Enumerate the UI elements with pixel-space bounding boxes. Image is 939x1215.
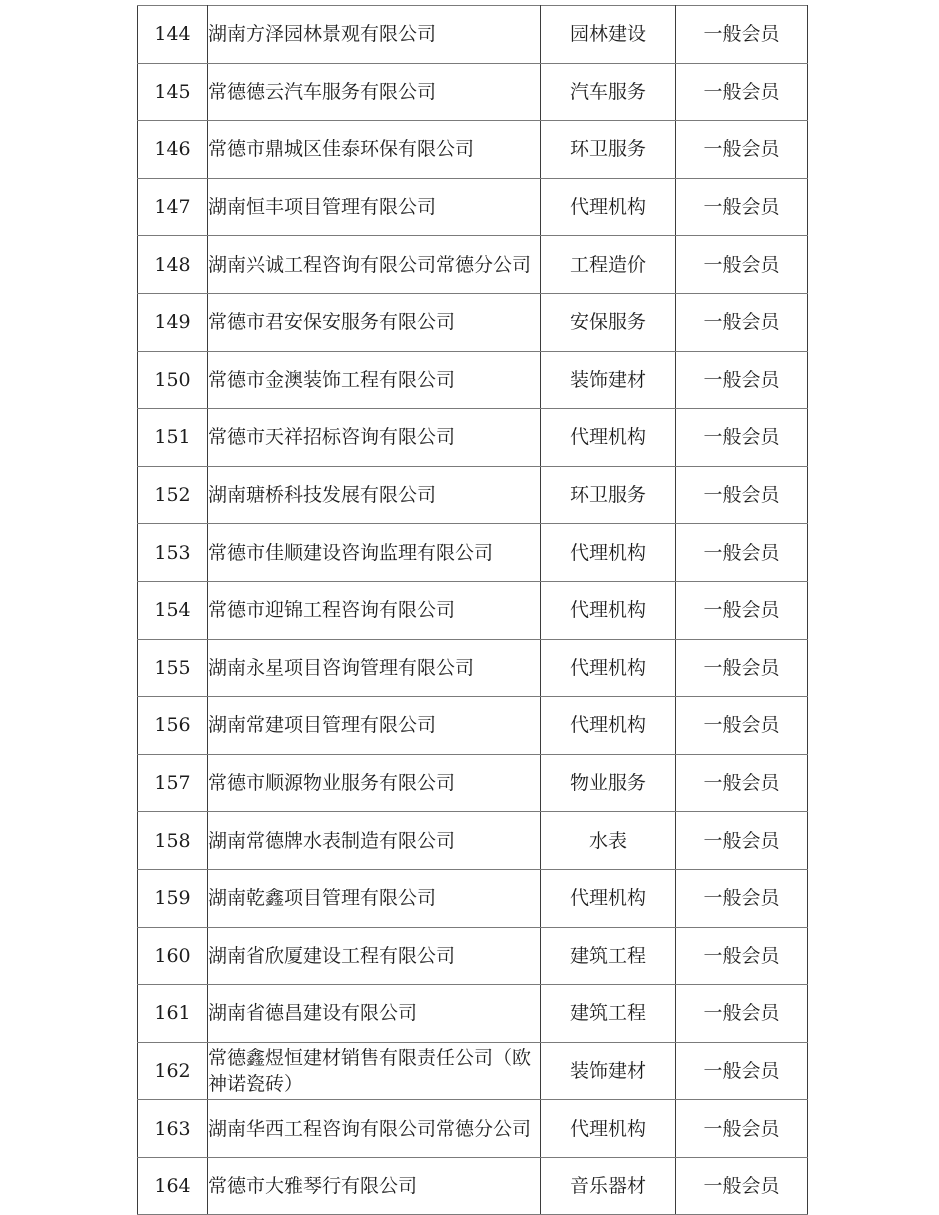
- category-label: 装饰建材: [569, 368, 646, 391]
- member-type-cell: [676, 1100, 808, 1158]
- company-name-cell: [208, 293, 541, 351]
- category-cell: [541, 178, 676, 236]
- row-number: 152: [154, 484, 191, 507]
- member-type-cell: [676, 754, 808, 812]
- row-number: 163: [154, 1117, 191, 1140]
- member-type-cell: [676, 1042, 808, 1100]
- company-name: 湖南常建项目管理有限公司: [208, 714, 437, 737]
- member-type-label: 一般会员: [703, 1175, 780, 1198]
- company-name: 湖南瑭桥科技发展有限公司: [208, 484, 437, 507]
- company-name: 常德德云汽车服务有限公司: [208, 80, 437, 103]
- company-name: 常德市君安保安服务有限公司: [208, 311, 456, 334]
- member-type-label: 一般会员: [703, 484, 780, 507]
- category-label: 安保服务: [569, 311, 646, 334]
- category-cell: [541, 697, 676, 755]
- row-number-cell: [138, 236, 208, 294]
- company-name: 湖南乾鑫项目管理有限公司: [208, 887, 437, 910]
- company-name-cell: [208, 985, 541, 1043]
- row-number: 146: [154, 138, 191, 161]
- category-label: 汽车服务: [569, 80, 646, 103]
- member-type-cell: [676, 351, 808, 409]
- row-number-cell: [138, 524, 208, 582]
- member-type-cell: [676, 6, 808, 64]
- member-type-label: 一般会员: [703, 311, 780, 334]
- category-cell: [541, 6, 676, 64]
- member-type-label: 一般会员: [703, 23, 780, 46]
- table-row: [138, 985, 808, 1043]
- member-type-cell: [676, 466, 808, 524]
- member-type-label: 一般会员: [703, 1059, 780, 1082]
- category-label: 代理机构: [569, 656, 646, 679]
- table-row: [138, 697, 808, 755]
- row-number: 153: [154, 541, 191, 564]
- member-type-label: 一般会员: [703, 714, 780, 737]
- category-cell: [541, 293, 676, 351]
- row-number-cell: [138, 6, 208, 64]
- company-name-cell: [208, 754, 541, 812]
- row-number: 159: [154, 887, 191, 910]
- table-row: [138, 121, 808, 179]
- member-type-cell: [676, 63, 808, 121]
- table-row: [138, 927, 808, 985]
- member-type-label: 一般会员: [703, 196, 780, 219]
- row-number: 145: [154, 80, 191, 103]
- category-cell: [541, 581, 676, 639]
- member-type-cell: [676, 869, 808, 927]
- member-type-label: 一般会员: [703, 368, 780, 391]
- row-number: 150: [154, 368, 191, 391]
- table-row: [138, 581, 808, 639]
- category-cell: [541, 985, 676, 1043]
- row-number-cell: [138, 697, 208, 755]
- category-label: 装饰建材: [569, 1059, 646, 1082]
- table-row: [138, 754, 808, 812]
- member-type-cell: [676, 581, 808, 639]
- category-cell: [541, 121, 676, 179]
- company-name: 常德市佳顺建设咨询监理有限公司: [208, 541, 494, 564]
- company-name-cell: [208, 351, 541, 409]
- company-name-cell: [208, 1042, 541, 1100]
- company-name-cell: [208, 812, 541, 870]
- row-number-cell: [138, 466, 208, 524]
- category-cell: [541, 351, 676, 409]
- member-type-cell: [676, 985, 808, 1043]
- company-name: 常德市迎锦工程咨询有限公司: [208, 599, 456, 622]
- member-type-label: 一般会员: [703, 599, 780, 622]
- row-number: 149: [154, 311, 191, 334]
- row-number-cell: [138, 985, 208, 1043]
- category-cell: [541, 1157, 676, 1215]
- row-number-cell: [138, 351, 208, 409]
- company-name-cell: [208, 236, 541, 294]
- table-row: [138, 812, 808, 870]
- category-label: 代理机构: [569, 1117, 646, 1140]
- member-type-cell: [676, 293, 808, 351]
- company-name: 湖南兴诚工程咨询有限公司常德分公司: [208, 253, 532, 276]
- company-name: 湖南华西工程咨询有限公司常德分公司: [208, 1117, 532, 1140]
- row-number: 156: [154, 714, 191, 737]
- company-name-cell: [208, 697, 541, 755]
- member-type-label: 一般会员: [703, 138, 780, 161]
- company-name: 常德市顺源物业服务有限公司: [208, 772, 456, 795]
- table-row: [138, 1042, 808, 1100]
- company-name: 常德市鼎城区佳泰环保有限公司: [208, 138, 475, 161]
- member-type-cell: [676, 236, 808, 294]
- member-type-cell: [676, 812, 808, 870]
- table-row: [138, 466, 808, 524]
- table-row: [138, 6, 808, 64]
- table-row: [138, 351, 808, 409]
- company-name: 湖南省德昌建设有限公司: [208, 1002, 418, 1025]
- category-label: 音乐器材: [569, 1175, 646, 1198]
- member-type-cell: [676, 524, 808, 582]
- member-list-table: [137, 5, 808, 1215]
- table-row: [138, 524, 808, 582]
- row-number-cell: [138, 927, 208, 985]
- row-number: 148: [154, 253, 191, 276]
- category-cell: [541, 524, 676, 582]
- row-number: 158: [154, 829, 191, 852]
- company-name-cell: [208, 869, 541, 927]
- category-cell: [541, 812, 676, 870]
- company-name-cell: [208, 121, 541, 179]
- row-number: 162: [154, 1059, 191, 1082]
- company-name-cell: [208, 927, 541, 985]
- row-number: 151: [154, 426, 191, 449]
- row-number-cell: [138, 293, 208, 351]
- company-name-cell: [208, 581, 541, 639]
- member-type-label: 一般会员: [703, 656, 780, 679]
- row-number: 154: [154, 599, 191, 622]
- company-name-cell: [208, 63, 541, 121]
- table-row: [138, 1100, 808, 1158]
- row-number-cell: [138, 1042, 208, 1100]
- table-row: [138, 639, 808, 697]
- category-label: 建筑工程: [569, 1002, 646, 1025]
- member-type-cell: [676, 1157, 808, 1215]
- member-type-label: 一般会员: [703, 887, 780, 910]
- category-label: 环卫服务: [569, 138, 646, 161]
- category-cell: [541, 466, 676, 524]
- company-name: 常德鑫煜恒建材销售有限责任公司（欧神诺瓷砖）: [208, 1046, 532, 1095]
- row-number: 155: [154, 656, 191, 679]
- member-type-cell: [676, 409, 808, 467]
- member-type-cell: [676, 697, 808, 755]
- member-type-label: 一般会员: [703, 944, 780, 967]
- category-label: 环卫服务: [569, 484, 646, 507]
- member-type-cell: [676, 927, 808, 985]
- table-row: [138, 63, 808, 121]
- company-name-cell: [208, 409, 541, 467]
- member-type-label: 一般会员: [703, 426, 780, 449]
- company-name-cell: [208, 6, 541, 64]
- row-number: 164: [154, 1175, 191, 1198]
- company-name: 常德市金澳装饰工程有限公司: [208, 368, 456, 391]
- table-row: [138, 1157, 808, 1215]
- company-name: 湖南省欣厦建设工程有限公司: [208, 944, 456, 967]
- company-name: 湖南方泽园林景观有限公司: [208, 23, 437, 46]
- company-name: 常德市天祥招标咨询有限公司: [208, 426, 456, 449]
- company-name: 常德市大雅琴行有限公司: [208, 1175, 418, 1198]
- category-label: 园林建设: [569, 23, 646, 46]
- category-cell: [541, 236, 676, 294]
- category-cell: [541, 927, 676, 985]
- row-number: 144: [154, 23, 191, 46]
- category-label: 代理机构: [569, 426, 646, 449]
- category-cell: [541, 1042, 676, 1100]
- member-type-label: 一般会员: [703, 1117, 780, 1140]
- company-name-cell: [208, 524, 541, 582]
- company-name-cell: [208, 178, 541, 236]
- company-name: 湖南永星项目咨询管理有限公司: [208, 656, 475, 679]
- row-number-cell: [138, 178, 208, 236]
- member-list-body: [138, 6, 808, 1215]
- company-name: 湖南恒丰项目管理有限公司: [208, 196, 437, 219]
- row-number: 157: [154, 772, 191, 795]
- row-number: 147: [154, 196, 191, 219]
- company-name-cell: [208, 639, 541, 697]
- row-number-cell: [138, 869, 208, 927]
- company-name-cell: [208, 1157, 541, 1215]
- member-type-label: 一般会员: [703, 253, 780, 276]
- category-label: 物业服务: [569, 772, 646, 795]
- category-cell: [541, 639, 676, 697]
- row-number-cell: [138, 63, 208, 121]
- category-cell: [541, 63, 676, 121]
- table-row: [138, 409, 808, 467]
- category-label: 代理机构: [569, 541, 646, 564]
- category-cell: [541, 409, 676, 467]
- member-type-cell: [676, 178, 808, 236]
- member-type-label: 一般会员: [703, 80, 780, 103]
- row-number-cell: [138, 581, 208, 639]
- company-name-cell: [208, 1100, 541, 1158]
- member-type-label: 一般会员: [703, 772, 780, 795]
- table-row: [138, 236, 808, 294]
- member-type-label: 一般会员: [703, 829, 780, 852]
- member-type-cell: [676, 639, 808, 697]
- category-cell: [541, 869, 676, 927]
- row-number-cell: [138, 1100, 208, 1158]
- member-type-label: 一般会员: [703, 541, 780, 564]
- category-label: 代理机构: [569, 599, 646, 622]
- row-number-cell: [138, 121, 208, 179]
- row-number-cell: [138, 409, 208, 467]
- company-name: 湖南常德牌水表制造有限公司: [208, 829, 456, 852]
- row-number-cell: [138, 812, 208, 870]
- member-type-label: 一般会员: [703, 1002, 780, 1025]
- row-number: 160: [154, 944, 191, 967]
- table-row: [138, 293, 808, 351]
- row-number: 161: [154, 1002, 191, 1025]
- row-number-cell: [138, 1157, 208, 1215]
- category-label: 水表: [588, 829, 627, 852]
- category-cell: [541, 754, 676, 812]
- member-type-cell: [676, 121, 808, 179]
- category-label: 代理机构: [569, 714, 646, 737]
- row-number-cell: [138, 639, 208, 697]
- table-row: [138, 869, 808, 927]
- category-label: 代理机构: [569, 887, 646, 910]
- category-label: 工程造价: [569, 253, 646, 276]
- category-label: 建筑工程: [569, 944, 646, 967]
- category-label: 代理机构: [569, 196, 646, 219]
- row-number-cell: [138, 754, 208, 812]
- table-row: [138, 178, 808, 236]
- company-name-cell: [208, 466, 541, 524]
- category-cell: [541, 1100, 676, 1158]
